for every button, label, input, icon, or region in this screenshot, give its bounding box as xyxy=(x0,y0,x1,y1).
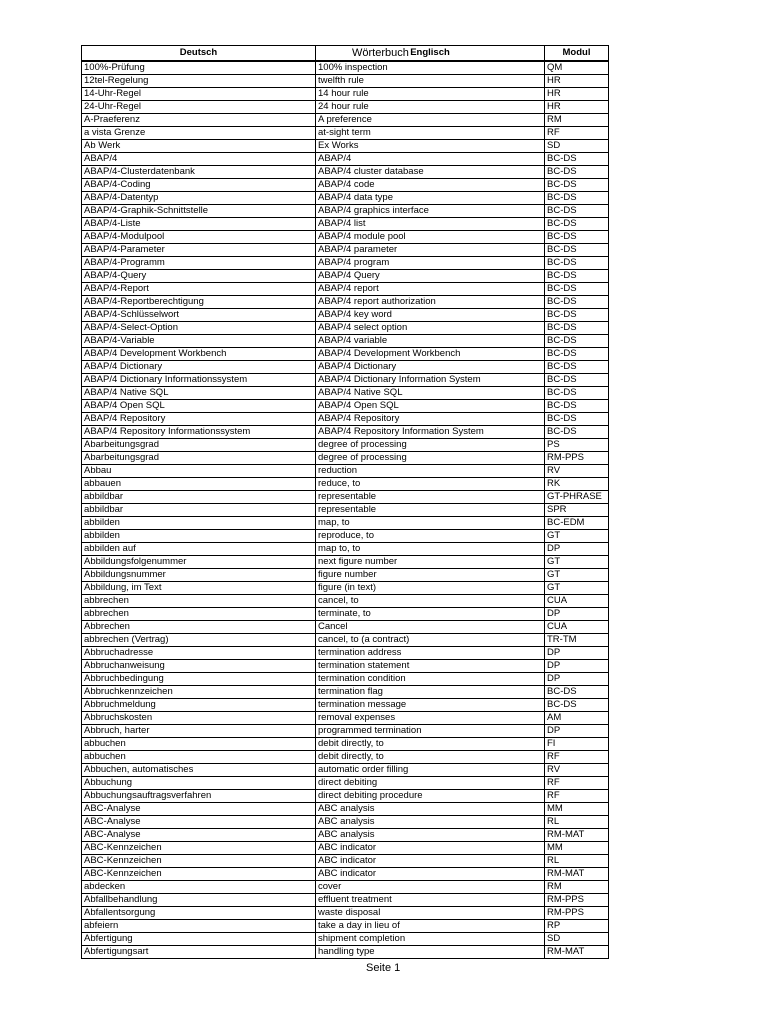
table-row xyxy=(82,803,609,816)
cell-deutsch: abfeiern xyxy=(82,920,316,933)
cell-modul: RM-PPS xyxy=(545,907,609,920)
table-row xyxy=(82,153,609,166)
cell-modul: CUA xyxy=(545,621,609,634)
table-row xyxy=(82,712,609,725)
cell-englisch: degree of processing xyxy=(316,452,545,465)
cell-modul: BC-DS xyxy=(545,244,609,257)
column-header-deutsch: Deutsch xyxy=(82,46,316,62)
cell-modul: RP xyxy=(545,920,609,933)
cell-modul: BC-DS xyxy=(545,296,609,309)
cell-englisch: direct debiting xyxy=(316,777,545,790)
cell-englisch: ABAP/4 Open SQL xyxy=(316,400,545,413)
cell-englisch: handling type xyxy=(316,946,545,959)
cell-modul: RM-MAT xyxy=(545,868,609,881)
table-row xyxy=(82,88,609,101)
cell-englisch: ABAP/4 data type xyxy=(316,192,545,205)
table-row xyxy=(82,725,609,738)
cell-deutsch: Abbuchung xyxy=(82,777,316,790)
cell-englisch: ABC analysis xyxy=(316,829,545,842)
cell-englisch: cancel, to (a contract) xyxy=(316,634,545,647)
table-row xyxy=(82,764,609,777)
cell-modul: RL xyxy=(545,855,609,868)
cell-englisch: A preference xyxy=(316,114,545,127)
column-header-modul: Modul xyxy=(545,46,609,62)
cell-deutsch: ABC-Kennzeichen xyxy=(82,868,316,881)
table-row xyxy=(82,582,609,595)
table-row xyxy=(82,894,609,907)
cell-deutsch: abdecken xyxy=(82,881,316,894)
table-row xyxy=(82,829,609,842)
cell-deutsch: Abbruchbedingung xyxy=(82,673,316,686)
cell-deutsch: ABAP/4-Schlüsselwort xyxy=(82,309,316,322)
cell-modul: BC-DS xyxy=(545,231,609,244)
table-row xyxy=(82,335,609,348)
cell-deutsch: 12tel-Regelung xyxy=(82,75,316,88)
table-row xyxy=(82,543,609,556)
table-row xyxy=(82,452,609,465)
cell-deutsch: Abfallbehandlung xyxy=(82,894,316,907)
table-row xyxy=(82,205,609,218)
cell-deutsch: Abbuchungsauftragsverfahren xyxy=(82,790,316,803)
header-row xyxy=(82,46,609,62)
table-row xyxy=(82,868,609,881)
cell-englisch: effluent treatment xyxy=(316,894,545,907)
cell-englisch: direct debiting procedure xyxy=(316,790,545,803)
cell-englisch: termination message xyxy=(316,699,545,712)
cell-englisch: reduce, to xyxy=(316,478,545,491)
cell-deutsch: abbilden xyxy=(82,530,316,543)
table-row xyxy=(82,569,609,582)
cell-deutsch: Abbruchadresse xyxy=(82,647,316,660)
table-row xyxy=(82,140,609,153)
table-row xyxy=(82,816,609,829)
cell-modul: BC-DS xyxy=(545,699,609,712)
cell-modul: BC-DS xyxy=(545,686,609,699)
cell-englisch: ABC indicator xyxy=(316,842,545,855)
table-row xyxy=(82,322,609,335)
cell-englisch: terminate, to xyxy=(316,608,545,621)
cell-modul: BC-DS xyxy=(545,270,609,283)
cell-englisch: ABC analysis xyxy=(316,803,545,816)
table-row xyxy=(82,283,609,296)
cell-englisch: 100% inspection xyxy=(316,61,545,75)
cell-englisch: termination flag xyxy=(316,686,545,699)
cell-deutsch: Abbruch, harter xyxy=(82,725,316,738)
cell-englisch: ABAP/4 program xyxy=(316,257,545,270)
table-row xyxy=(82,738,609,751)
table-row xyxy=(82,374,609,387)
cell-englisch: debit directly, to xyxy=(316,751,545,764)
cell-modul: RM xyxy=(545,881,609,894)
cell-deutsch: ABAP/4 Repository xyxy=(82,413,316,426)
cell-modul: CUA xyxy=(545,595,609,608)
cell-modul: BC-DS xyxy=(545,322,609,335)
cell-deutsch: 100%-Prüfung xyxy=(82,61,316,75)
cell-deutsch: Abbruchkennzeichen xyxy=(82,686,316,699)
cell-englisch: ABAP/4 list xyxy=(316,218,545,231)
dictionary-sheet xyxy=(81,45,609,959)
table-row xyxy=(82,751,609,764)
table-row xyxy=(82,387,609,400)
table-row xyxy=(82,166,609,179)
cell-modul: RM-PPS xyxy=(545,894,609,907)
cell-modul: SD xyxy=(545,933,609,946)
cell-englisch: debit directly, to xyxy=(316,738,545,751)
table-row xyxy=(82,504,609,517)
cell-deutsch: Abbau xyxy=(82,465,316,478)
cell-deutsch: abbildbar xyxy=(82,504,316,517)
cell-englisch: figure (in text) xyxy=(316,582,545,595)
table-row xyxy=(82,673,609,686)
cell-deutsch: ABAP/4-Liste xyxy=(82,218,316,231)
cell-deutsch: ABAP/4-Parameter xyxy=(82,244,316,257)
cell-modul: FI xyxy=(545,738,609,751)
cell-deutsch: abbrechen xyxy=(82,608,316,621)
cell-deutsch: A-Praeferenz xyxy=(82,114,316,127)
cell-deutsch: Abbrechen xyxy=(82,621,316,634)
table-row xyxy=(82,556,609,569)
cell-deutsch: Abarbeitungsgrad xyxy=(82,452,316,465)
cell-deutsch: ABAP/4 Repository Informationssystem xyxy=(82,426,316,439)
cell-modul: BC-DS xyxy=(545,387,609,400)
cell-englisch: next figure number xyxy=(316,556,545,569)
cell-modul: BC-DS xyxy=(545,426,609,439)
cell-englisch: ABAP/4 select option xyxy=(316,322,545,335)
cell-englisch: ABAP/4 code xyxy=(316,179,545,192)
cell-englisch: termination statement xyxy=(316,660,545,673)
cell-englisch: 14 hour rule xyxy=(316,88,545,101)
table-row xyxy=(82,478,609,491)
cell-modul: QM xyxy=(545,61,609,75)
cell-englisch: waste disposal xyxy=(316,907,545,920)
table-row xyxy=(82,465,609,478)
table-row xyxy=(82,777,609,790)
table-row xyxy=(82,855,609,868)
cell-modul: RF xyxy=(545,790,609,803)
cell-deutsch: ABAP/4-Select-Option xyxy=(82,322,316,335)
cell-modul: DP xyxy=(545,660,609,673)
cell-deutsch: Abbruchmeldung xyxy=(82,699,316,712)
cell-deutsch: ABAP/4-Report xyxy=(82,283,316,296)
table-row xyxy=(82,647,609,660)
cell-modul: BC-DS xyxy=(545,374,609,387)
cell-englisch: ABC analysis xyxy=(316,816,545,829)
cell-deutsch: ABAP/4-Variable xyxy=(82,335,316,348)
cell-deutsch: ABAP/4 Development Workbench xyxy=(82,348,316,361)
cell-modul: TR-TM xyxy=(545,634,609,647)
cell-deutsch: ABC-Analyse xyxy=(82,829,316,842)
document-title: Wörterbuch xyxy=(352,47,409,59)
cell-modul: RF xyxy=(545,777,609,790)
cell-deutsch: ABAP/4-Query xyxy=(82,270,316,283)
cell-modul: MM xyxy=(545,803,609,816)
cell-modul: RM xyxy=(545,114,609,127)
cell-deutsch: ABC-Kennzeichen xyxy=(82,842,316,855)
cell-modul: HR xyxy=(545,88,609,101)
cell-englisch: cover xyxy=(316,881,545,894)
cell-englisch: ABAP/4 graphics interface xyxy=(316,205,545,218)
table-row xyxy=(82,348,609,361)
table-row xyxy=(82,933,609,946)
cell-englisch: ABAP/4 report xyxy=(316,283,545,296)
cell-deutsch: abbuchen xyxy=(82,751,316,764)
cell-modul: RK xyxy=(545,478,609,491)
page-number: Seite 1 xyxy=(366,962,401,974)
table-row xyxy=(82,218,609,231)
cell-deutsch: ABAP/4 Open SQL xyxy=(82,400,316,413)
cell-modul: BC-DS xyxy=(545,205,609,218)
cell-deutsch: ABAP/4 xyxy=(82,153,316,166)
cell-deutsch: Abbuchen, automatisches xyxy=(82,764,316,777)
cell-deutsch: ABC-Analyse xyxy=(82,816,316,829)
cell-deutsch: ABAP/4-Coding xyxy=(82,179,316,192)
table-row xyxy=(82,179,609,192)
cell-englisch: ABAP/4 cluster database xyxy=(316,166,545,179)
table-row xyxy=(82,699,609,712)
cell-deutsch: 14-Uhr-Regel xyxy=(82,88,316,101)
cell-modul: BC-DS xyxy=(545,153,609,166)
table-row xyxy=(82,621,609,634)
table-row xyxy=(82,296,609,309)
cell-deutsch: Abarbeitungsgrad xyxy=(82,439,316,452)
table-row xyxy=(82,361,609,374)
cell-modul: BC-DS xyxy=(545,348,609,361)
table-row xyxy=(82,491,609,504)
cell-englisch: ABAP/4 module pool xyxy=(316,231,545,244)
cell-modul: BC-DS xyxy=(545,192,609,205)
cell-modul: DP xyxy=(545,608,609,621)
cell-englisch: ABAP/4 report authorization xyxy=(316,296,545,309)
cell-modul: SPR xyxy=(545,504,609,517)
cell-deutsch: abbauen xyxy=(82,478,316,491)
table-row xyxy=(82,75,609,88)
table-row xyxy=(82,907,609,920)
cell-deutsch: 24-Uhr-Regel xyxy=(82,101,316,114)
cell-deutsch: abbuchen xyxy=(82,738,316,751)
cell-englisch: ABAP/4 variable xyxy=(316,335,545,348)
cell-deutsch: ABAP/4-Graphik-Schnittstelle xyxy=(82,205,316,218)
cell-deutsch: abbildbar xyxy=(82,491,316,504)
table-row xyxy=(82,413,609,426)
table-row xyxy=(82,101,609,114)
cell-englisch: programmed termination xyxy=(316,725,545,738)
table-row xyxy=(82,114,609,127)
table-row xyxy=(82,634,609,647)
cell-englisch: ABAP/4 parameter xyxy=(316,244,545,257)
cell-modul: DP xyxy=(545,725,609,738)
cell-modul: DP xyxy=(545,673,609,686)
cell-modul: BC-EDM xyxy=(545,517,609,530)
cell-modul: BC-DS xyxy=(545,283,609,296)
table-row xyxy=(82,400,609,413)
table-row xyxy=(82,309,609,322)
cell-modul: MM xyxy=(545,842,609,855)
cell-englisch: ABAP/4 Repository xyxy=(316,413,545,426)
table-row xyxy=(82,881,609,894)
cell-englisch: cancel, to xyxy=(316,595,545,608)
cell-englisch: ABAP/4 xyxy=(316,153,545,166)
cell-deutsch: ABAP/4-Modulpool xyxy=(82,231,316,244)
cell-modul: RL xyxy=(545,816,609,829)
table-row xyxy=(82,127,609,140)
cell-deutsch: abbrechen (Vertrag) xyxy=(82,634,316,647)
cell-englisch: ABAP/4 Query xyxy=(316,270,545,283)
table-row xyxy=(82,530,609,543)
cell-deutsch: ABAP/4-Reportberechtigung xyxy=(82,296,316,309)
cell-englisch: take a day in lieu of xyxy=(316,920,545,933)
cell-englisch: ABAP/4 Repository Information System xyxy=(316,426,545,439)
cell-englisch: representable xyxy=(316,504,545,517)
cell-englisch: Cancel xyxy=(316,621,545,634)
table-row xyxy=(82,192,609,205)
cell-englisch: automatic order filling xyxy=(316,764,545,777)
cell-deutsch: ABAP/4 Dictionary xyxy=(82,361,316,374)
cell-modul: GT xyxy=(545,556,609,569)
cell-modul: AM xyxy=(545,712,609,725)
table-row xyxy=(82,946,609,959)
table-row xyxy=(82,244,609,257)
cell-deutsch: Ab Werk xyxy=(82,140,316,153)
cell-englisch: map, to xyxy=(316,517,545,530)
cell-englisch: ABC indicator xyxy=(316,855,545,868)
cell-deutsch: abbilden auf xyxy=(82,543,316,556)
cell-englisch: figure number xyxy=(316,569,545,582)
table-row xyxy=(82,842,609,855)
table-row xyxy=(82,517,609,530)
cell-modul: RF xyxy=(545,127,609,140)
cell-modul: GT-PHRASE xyxy=(545,491,609,504)
table-row xyxy=(82,439,609,452)
cell-englisch: shipment completion xyxy=(316,933,545,946)
table-row xyxy=(82,920,609,933)
cell-deutsch: Abbildungsnummer xyxy=(82,569,316,582)
cell-deutsch: Abfertigungsart xyxy=(82,946,316,959)
cell-modul: PS xyxy=(545,439,609,452)
table-row xyxy=(82,257,609,270)
table-row xyxy=(82,231,609,244)
cell-deutsch: Abfertigung xyxy=(82,933,316,946)
table-row xyxy=(82,426,609,439)
cell-englisch: ABAP/4 Development Workbench xyxy=(316,348,545,361)
cell-deutsch: Abbildung, im Text xyxy=(82,582,316,595)
cell-modul: HR xyxy=(545,101,609,114)
cell-deutsch: a vista Grenze xyxy=(82,127,316,140)
cell-deutsch: Abbruchanweisung xyxy=(82,660,316,673)
table-row xyxy=(82,686,609,699)
cell-modul: SD xyxy=(545,140,609,153)
cell-deutsch: ABC-Analyse xyxy=(82,803,316,816)
cell-modul: BC-DS xyxy=(545,179,609,192)
dictionary-body xyxy=(82,61,609,959)
cell-modul: BC-DS xyxy=(545,218,609,231)
table-row xyxy=(82,660,609,673)
table-row xyxy=(82,61,609,75)
cell-englisch: ABAP/4 key word xyxy=(316,309,545,322)
cell-modul: RF xyxy=(545,751,609,764)
cell-deutsch: Abfallentsorgung xyxy=(82,907,316,920)
cell-deutsch: Abbruchskosten xyxy=(82,712,316,725)
dictionary-table xyxy=(81,45,609,959)
cell-deutsch: ABC-Kennzeichen xyxy=(82,855,316,868)
cell-modul: DP xyxy=(545,543,609,556)
cell-englisch: ABC indicator xyxy=(316,868,545,881)
cell-modul: RM-MAT xyxy=(545,946,609,959)
cell-modul: GT xyxy=(545,582,609,595)
cell-modul: GT xyxy=(545,569,609,582)
cell-englisch: termination address xyxy=(316,647,545,660)
column-header-englisch: Englisch xyxy=(316,46,545,62)
table-row xyxy=(82,595,609,608)
table-row xyxy=(82,270,609,283)
cell-modul: BC-DS xyxy=(545,335,609,348)
cell-deutsch: Abbildungsfolgenummer xyxy=(82,556,316,569)
cell-modul: RV xyxy=(545,465,609,478)
cell-modul: BC-DS xyxy=(545,400,609,413)
cell-englisch: Ex Works xyxy=(316,140,545,153)
cell-deutsch: ABAP/4-Datentyp xyxy=(82,192,316,205)
cell-deutsch: ABAP/4 Native SQL xyxy=(82,387,316,400)
cell-modul: RV xyxy=(545,764,609,777)
cell-englisch: termination condition xyxy=(316,673,545,686)
cell-deutsch: abbilden xyxy=(82,517,316,530)
cell-englisch: representable xyxy=(316,491,545,504)
cell-englisch: removal expenses xyxy=(316,712,545,725)
cell-modul: RM-PPS xyxy=(545,452,609,465)
table-row xyxy=(82,608,609,621)
table-row xyxy=(82,790,609,803)
cell-englisch: map to, to xyxy=(316,543,545,556)
cell-modul: BC-DS xyxy=(545,413,609,426)
cell-modul: BC-DS xyxy=(545,166,609,179)
cell-englisch: ABAP/4 Dictionary xyxy=(316,361,545,374)
cell-deutsch: abbrechen xyxy=(82,595,316,608)
cell-modul: BC-DS xyxy=(545,309,609,322)
cell-deutsch: ABAP/4 Dictionary Informationssystem xyxy=(82,374,316,387)
cell-modul: BC-DS xyxy=(545,257,609,270)
cell-englisch: ABAP/4 Native SQL xyxy=(316,387,545,400)
cell-englisch: twelfth rule xyxy=(316,75,545,88)
cell-englisch: reproduce, to xyxy=(316,530,545,543)
cell-englisch: degree of processing xyxy=(316,439,545,452)
cell-englisch: reduction xyxy=(316,465,545,478)
cell-modul: GT xyxy=(545,530,609,543)
cell-deutsch: ABAP/4-Clusterdatenbank xyxy=(82,166,316,179)
cell-deutsch: ABAP/4-Programm xyxy=(82,257,316,270)
cell-englisch: at-sight term xyxy=(316,127,545,140)
cell-modul: BC-DS xyxy=(545,361,609,374)
cell-englisch: 24 hour rule xyxy=(316,101,545,114)
cell-modul: RM-MAT xyxy=(545,829,609,842)
cell-englisch: ABAP/4 Dictionary Information System xyxy=(316,374,545,387)
cell-modul: DP xyxy=(545,647,609,660)
cell-modul: HR xyxy=(545,75,609,88)
